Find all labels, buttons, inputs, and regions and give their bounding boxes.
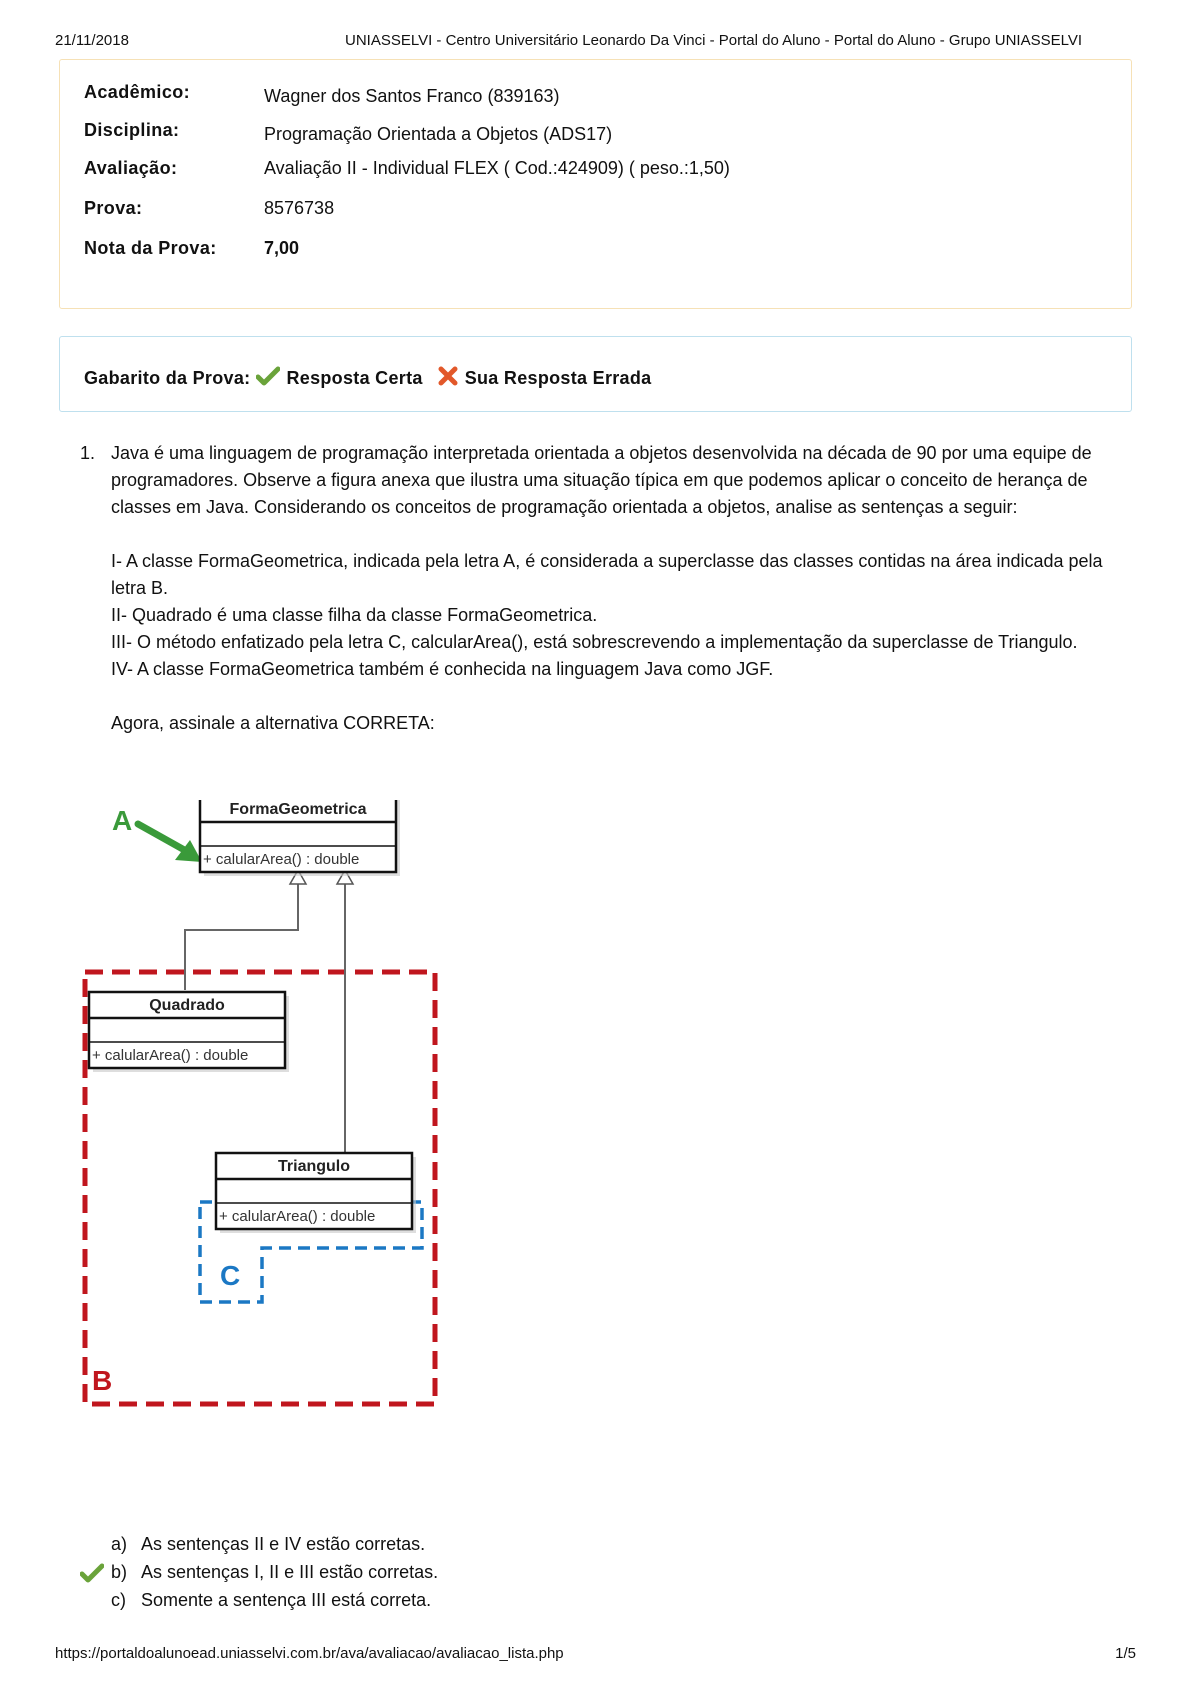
question-prompt: Agora, assinale a alternativa CORRETA: — [111, 713, 435, 733]
check-icon — [256, 366, 280, 391]
check-icon — [80, 1563, 104, 1591]
label-c: C — [220, 1260, 241, 1291]
print-page-title: UNIASSELVI - Centro Universitário Leonardo Da Vinci - Portal do Aluno - Portal do Aluno - Grupo UNIASSELVI — [345, 32, 1083, 49]
method-calularArea: + calularArea() : double — [219, 1208, 376, 1225]
question-number: 1. — [80, 443, 96, 463]
student-info-panel — [59, 59, 1132, 309]
print-date: 21/11/2018 — [55, 32, 129, 49]
info-label: Acadêmico: — [84, 82, 191, 102]
class-triangulo — [216, 1153, 416, 1233]
option-text: As sentenças I, II e III estão corretas. — [141, 1562, 439, 1582]
info-value: Programação Orientada a Objetos (ADS17) — [264, 124, 613, 144]
info-label: Disciplina: — [84, 120, 180, 140]
option-letter: a) — [111, 1534, 128, 1554]
class-name-formageometrica: FormaGeometrica — [229, 801, 367, 818]
info-value: Avaliação II - Individual FLEX ( Cod.:424909) ( peso.:1,50) — [264, 158, 730, 178]
wrong-answer-label: Sua Resposta Errada — [464, 368, 652, 388]
print-url: https://portaldoalunoead.uniasselvi.com.br/ava/avaliacao/avaliacao_lista.php — [55, 1645, 564, 1662]
class-formageometrica — [200, 800, 400, 876]
method-calularArea: + calularArea() : double — [92, 1047, 249, 1064]
answer-key-legend — [84, 365, 651, 392]
question-intro: Java é uma linguagem de programação interpretada orientada a objetos desenvolvida na década de 90 por uma equipe de programadores. Observe a figura anexa que ilustra uma situação típica em que podemos aplicar o conceito de herança de classes em Java. Considerando os conceitos de programação orientada a objetos, analise as sentenças a seguir: — [111, 443, 1092, 517]
label-a: A — [112, 805, 133, 836]
info-value: Wagner dos Santos Franco (839163) — [264, 86, 560, 106]
option-text: As sentenças II e IV estão corretas. — [141, 1534, 426, 1554]
statement-i: I- A classe FormaGeometrica, indicada pela letra A, é considerada a superclasse das classes contidas na área indicada pela letra B. — [111, 551, 1103, 598]
statement-iv: IV- A classe FormaGeometrica também é conhecida na linguagem Java como JGF. — [111, 659, 774, 679]
option-letter: c) — [111, 1590, 126, 1610]
grade-value: 7,00 — [264, 238, 300, 258]
label-b: B — [92, 1365, 113, 1396]
statement-ii: II- Quadrado é uma classe filha da classe FormaGeometrica. — [111, 605, 598, 625]
option-text: Somente a sentença III está correta. — [141, 1590, 432, 1610]
correct-answer-label: Resposta Certa — [286, 368, 423, 388]
class-quadrado — [89, 992, 289, 1072]
cross-icon — [437, 365, 459, 392]
class-name-triangulo: Triangulo — [278, 1158, 350, 1175]
info-value: 8576738 — [264, 198, 335, 218]
option-letter: b) — [111, 1562, 128, 1582]
statement-iii: III- O método enfatizado pela letra C, calcularArea(), está sobrescrevendo a implementação da superclasse de Triangulo. — [111, 632, 1078, 652]
info-label: Prova: — [84, 198, 143, 218]
question-body — [111, 440, 1121, 737]
arrow-a-icon — [138, 824, 202, 862]
uml-class-diagram — [80, 800, 480, 1510]
answer-key-panel — [59, 336, 1132, 412]
method-calularArea: + calularArea() : double — [203, 851, 360, 868]
info-label: Avaliação: — [84, 158, 178, 178]
page-number: 1/5 — [1115, 1645, 1136, 1662]
answer-key-label: Gabarito da Prova: — [84, 368, 251, 388]
info-label: Nota da Prova: — [84, 238, 217, 258]
class-name-quadrado: Quadrado — [149, 997, 225, 1014]
